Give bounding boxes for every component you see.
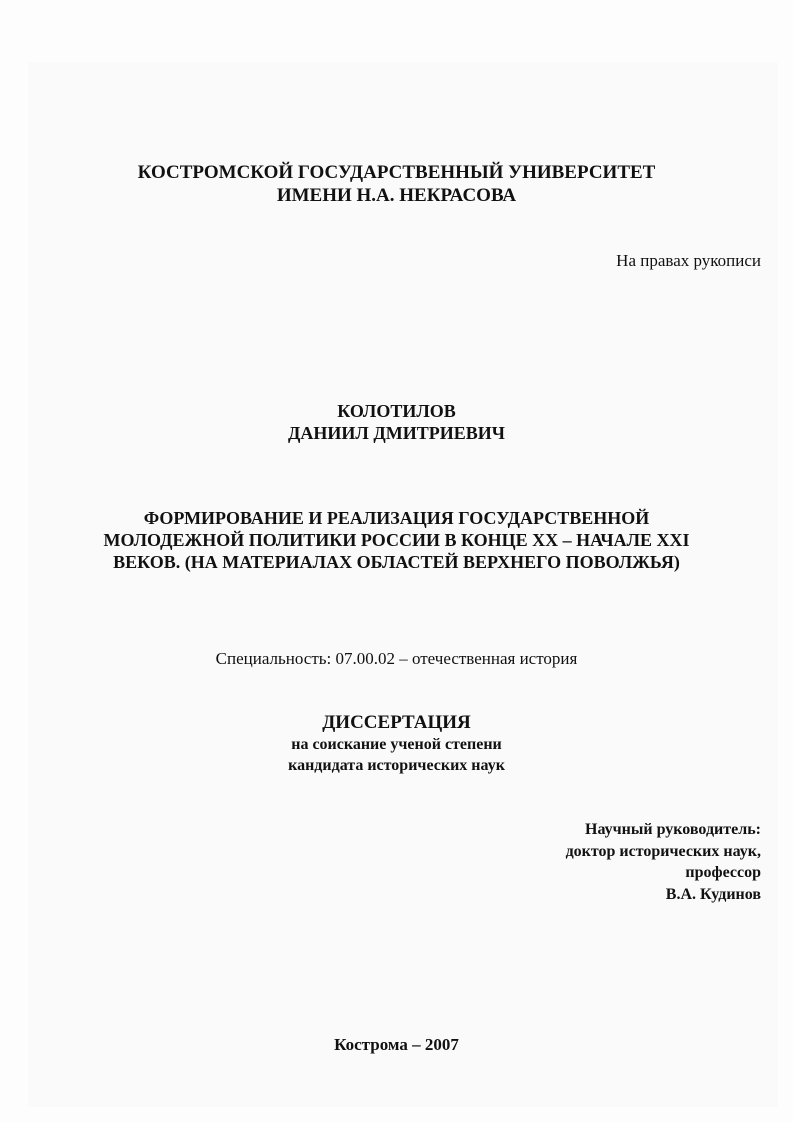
title-line3: ВЕКОВ. (НА МАТЕРИАЛАХ ОБЛАСТЕЙ ВЕРХНЕГО ПОВОЛЖЬЯ) [113, 552, 680, 572]
supervisor-label: Научный руководитель: [585, 821, 761, 838]
author-surname: КОЛОТИЛОВ [337, 401, 456, 421]
scan-area [28, 62, 778, 1107]
specialty: Специальность: 07.00.02 – отечественная история [215, 649, 578, 668]
university-name-line2: ИМЕНИ Н.А. НЕКРАСОВА [276, 185, 517, 206]
work-type-line1: на соискание ученой степени [291, 736, 502, 753]
work-type-line2: кандидата исторических наук [288, 757, 505, 774]
manuscript-note: На правах рукописи [616, 251, 761, 270]
university-name-line1: КОСТРОМСКОЙ ГОСУДАРСТВЕННЫЙ УНИВЕРСИТЕТ [137, 162, 656, 183]
work-type-heading: ДИССЕРТАЦИЯ [322, 712, 471, 733]
supervisor-rank: профессор [685, 864, 761, 881]
supervisor-name: В.А. Кудинов [665, 886, 761, 903]
author-given-names: ДАНИИЛ ДМИТРИЕВИЧ [288, 423, 505, 443]
title-line1: ФОРМИРОВАНИЕ И РЕАЛИЗАЦИЯ ГОСУДАРСТВЕННОЙ [143, 508, 650, 528]
city-year: Кострома – 2007 [334, 1035, 459, 1054]
title-line2: МОЛОДЕЖНОЙ ПОЛИТИКИ РОССИИ В КОНЦЕ XX – НАЧАЛЕ XXI [103, 530, 690, 550]
supervisor-degree: доктор исторических наук, [565, 843, 761, 860]
